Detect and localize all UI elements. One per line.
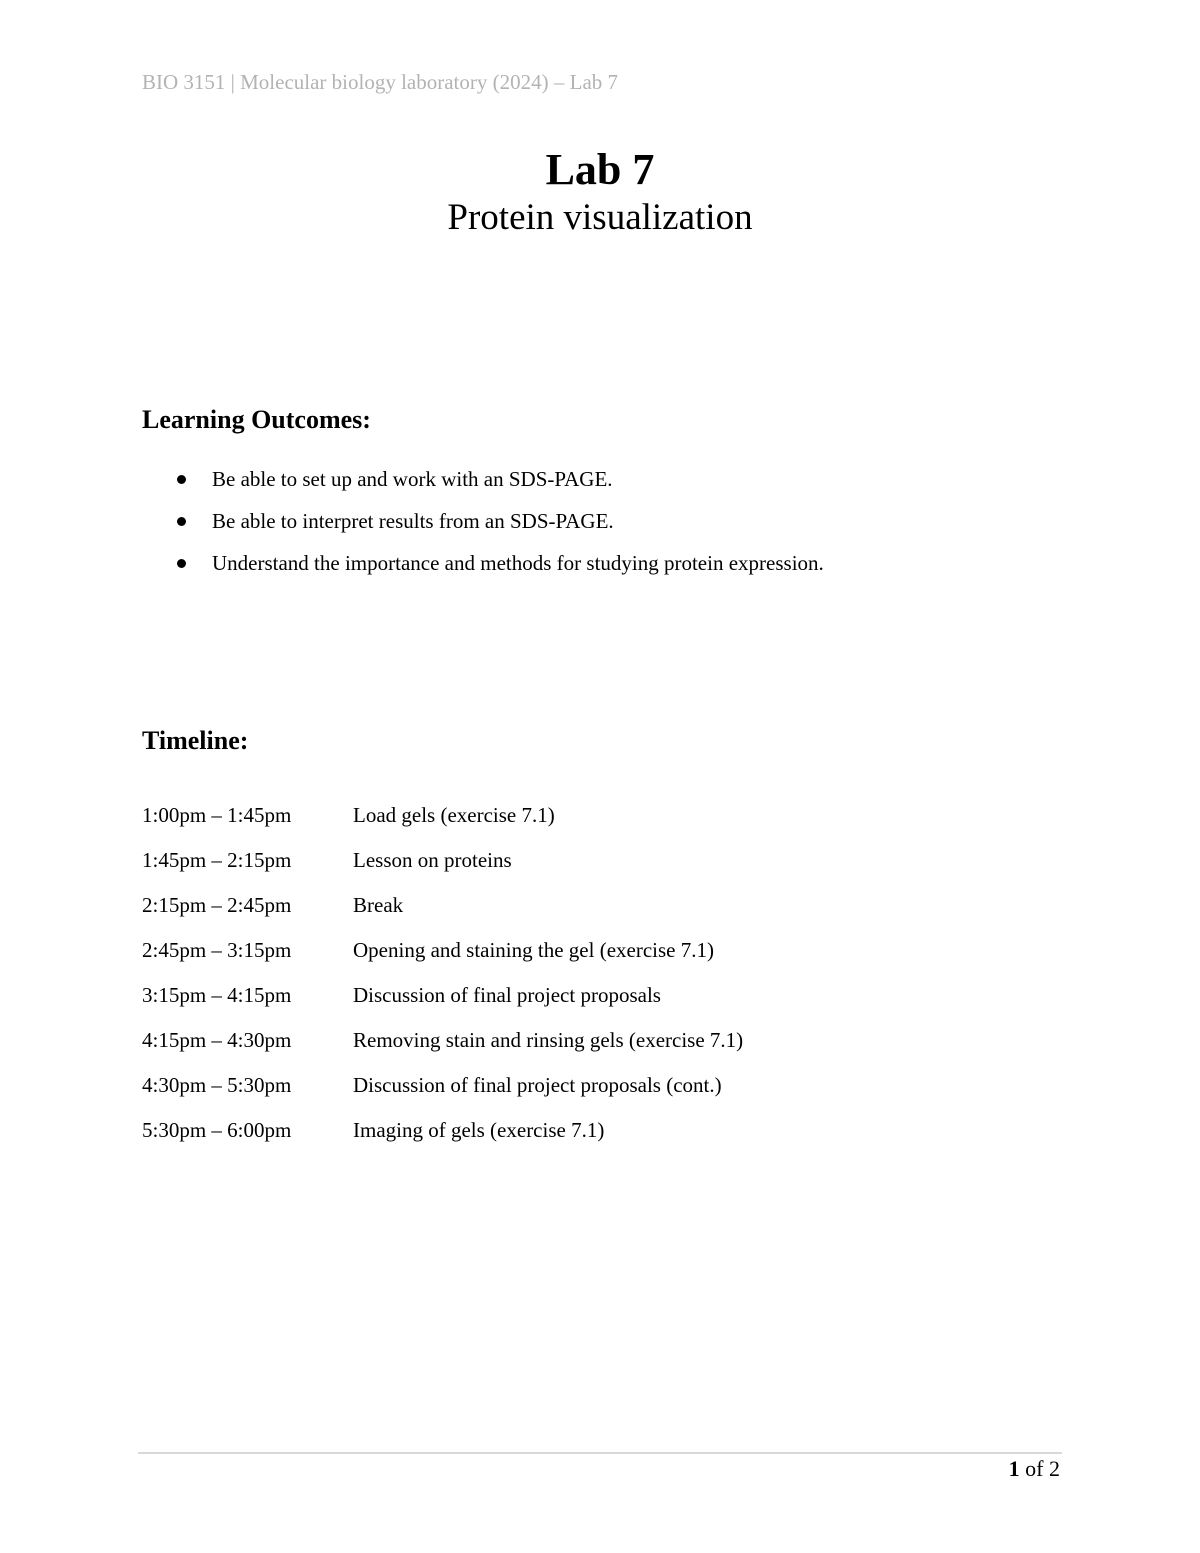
list-item <box>142 506 824 548</box>
table-row <box>142 980 743 1025</box>
timeline-heading: Timeline: <box>142 726 249 755</box>
document-subtitle: Protein visualization <box>447 197 753 238</box>
table-row <box>142 845 743 890</box>
time-cell: 4:30pm – 5:30pm <box>142 1073 292 1097</box>
learning-outcomes-heading: Learning Outcomes: <box>142 405 371 434</box>
time-cell: 1:45pm – 2:15pm <box>142 848 292 872</box>
table-row <box>142 800 743 845</box>
table-row <box>142 1115 743 1160</box>
time-cell: 4:15pm – 4:30pm <box>142 1028 292 1052</box>
activity-cell: Load gels (exercise 7.1) <box>353 803 555 827</box>
total-pages-label: of 2 <box>1025 1456 1060 1481</box>
time-cell: 1:00pm – 1:45pm <box>142 803 292 827</box>
document-title: Lab 7 <box>545 145 655 194</box>
activity-cell: Removing stain and rinsing gels (exercise 7.1) <box>353 1028 744 1052</box>
table-row <box>142 1070 743 1115</box>
bullet-icon <box>177 517 186 526</box>
time-cell: 3:15pm – 4:15pm <box>142 983 292 1007</box>
bullet-icon <box>177 475 186 484</box>
activity-cell: Break <box>353 893 404 917</box>
list-item <box>142 548 824 590</box>
page-header: BIO 3151 | Molecular biology laboratory (2024) – Lab 7 <box>142 70 619 94</box>
activity-cell: Discussion of final project proposals <box>353 983 661 1007</box>
title-block <box>0 142 1200 240</box>
table-row <box>142 935 743 980</box>
timeline-table <box>142 800 743 1160</box>
table-row <box>142 890 743 935</box>
bullet-icon <box>177 559 186 568</box>
page-number <box>1009 1456 1060 1482</box>
table-row <box>142 1025 743 1070</box>
time-cell: 2:45pm – 3:15pm <box>142 938 292 962</box>
outcome-text: Be able to set up and work with an SDS-PAGE. <box>212 467 613 491</box>
learning-outcomes-list <box>142 464 824 590</box>
footer-divider <box>138 1452 1062 1454</box>
outcome-text: Understand the importance and methods for studying protein expression. <box>212 551 824 575</box>
outcome-text: Be able to interpret results from an SDS-PAGE. <box>212 509 614 533</box>
activity-cell: Imaging of gels (exercise 7.1) <box>353 1118 605 1142</box>
list-item <box>142 464 824 506</box>
activity-cell: Discussion of final project proposals (cont.) <box>353 1073 722 1097</box>
activity-cell: Opening and staining the gel (exercise 7.1) <box>353 938 714 962</box>
time-cell: 5:30pm – 6:00pm <box>142 1118 292 1142</box>
current-page-number: 1 <box>1008 1456 1020 1481</box>
time-cell: 2:15pm – 2:45pm <box>142 893 292 917</box>
activity-cell: Lesson on proteins <box>353 848 512 872</box>
